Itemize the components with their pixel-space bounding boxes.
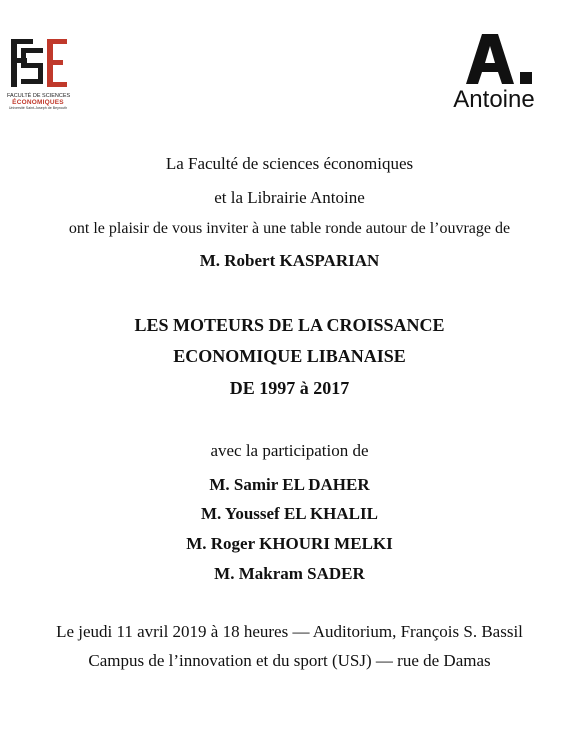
fse-logo-line1: FACULTÉ DE SCIENCES xyxy=(7,93,71,99)
invitation-line2: et la Librairie Antoine xyxy=(214,188,365,207)
participant-item: M. Youssef EL KHALIL xyxy=(201,504,378,523)
antoine-logo xyxy=(442,34,546,116)
antoine-a-mark-icon xyxy=(464,34,534,84)
antoine-wordmark: Antoine xyxy=(453,86,535,113)
fse-monogram-icon xyxy=(7,36,69,92)
participation-intro: avec la participation de xyxy=(210,441,369,460)
participant-item: M. Samir EL DAHER xyxy=(209,475,370,494)
participant-item: M. Roger KHOURI MELKI xyxy=(186,534,393,553)
event-location: Campus de l’innovation et du sport (USJ) — rue de Damas xyxy=(88,651,491,670)
fse-logo xyxy=(7,36,69,110)
invitation-line1: La Faculté de sciences économiques xyxy=(165,154,414,173)
author-name: M. Robert KASPARIAN xyxy=(199,251,380,270)
participant-item: M. Makram SADER xyxy=(214,564,365,583)
book-title-line1: LES MOTEURS DE LA CROISSANCE xyxy=(134,315,445,335)
book-title-line2: ECONOMIQUE LIBANAISE xyxy=(173,346,406,366)
event-datetime-venue: Le jeudi 11 avril 2019 à 18 heures — Auditorium, François S. Bassil xyxy=(56,622,523,641)
fse-logo-line3: Université Saint-Joseph de Beyrouth xyxy=(8,106,68,110)
invitation-line3: ont le plaisir de vous inviter à une table ronde autour de l’ouvrage de xyxy=(68,220,511,237)
fse-logo-line2: ÉCONOMIQUES xyxy=(12,99,64,106)
book-title-line3: DE 1997 à 2017 xyxy=(229,378,350,398)
